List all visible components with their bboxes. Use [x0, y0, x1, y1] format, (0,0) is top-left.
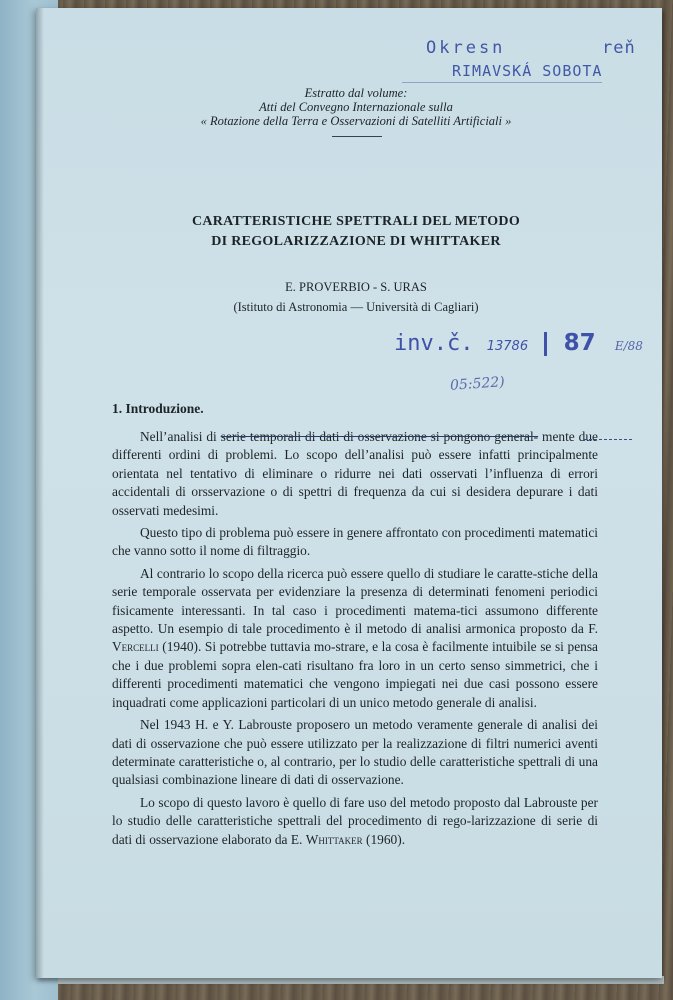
- p3-start: Al contrario lo scopo della ricerca può essere quello di studiare le caratte-stiche della serie temporale osservata per evidenziare la presenza di determinati fenomeni periodici fisicamente interessanti. In tal caso i procedimenti matema-tici assumono differente aspetto. Un esempio di tale procedimento è il metodo di analisi armonica proposto da F.: [112, 565, 598, 637]
- inventory-divider: [544, 332, 547, 356]
- paragraph-3: [112, 565, 598, 712]
- stamp-line-1-end: reň: [602, 38, 636, 58]
- library-stamp: [402, 34, 662, 88]
- extract-header: [146, 86, 566, 128]
- pen-mark: [584, 439, 632, 441]
- inventory-number: 87: [563, 330, 596, 356]
- author-vercelli: Vercelli: [112, 639, 159, 655]
- extract-line-3: « Rotazione della Terra e Osservazioni di Satelliti Artificiali »: [200, 114, 512, 128]
- paper-title: [126, 212, 586, 252]
- stamp-rule: [402, 82, 602, 83]
- extract-line-2: Atti del Convegno Internazionale sulla: [259, 100, 453, 114]
- body-text: [112, 428, 598, 853]
- page-shadow: [36, 8, 44, 978]
- p5-start: Lo scopo di questo lavoro è quello di fare uso del metodo proposto dal Labrouste per lo studio delle caratteristiche spettrali del procedimento di rego-larizzazione di serie di dati di osservazione elaborato da E.: [112, 794, 598, 847]
- p5-rest: (1960).: [362, 831, 406, 847]
- paragraph-5: [112, 794, 598, 849]
- stamp-line-2: RIMAVSKÁ SOBOTA: [452, 62, 603, 80]
- title-line-2: DI REGOLARIZZAZIONE DI WHITTAKER: [211, 234, 501, 249]
- affiliation: (Istituto di Astronomia — Università di Cagliari): [233, 300, 479, 314]
- authors: E. PROVERBIO - S. URAS: [285, 280, 427, 294]
- inventory-stamp: [394, 330, 643, 356]
- inventory-side-note: E/88: [614, 339, 643, 353]
- stamp-line-1: Okresn: [426, 38, 506, 58]
- inventory-prefix: inv.č.: [394, 331, 474, 356]
- paragraph-4: Nel 1943 H. e Y. Labrouste proposero un metodo veramente generale di analisi dei dati di osservazione che può essere utilizzato per la realizzazione di filtri numerici aventi determinate caratteristiche o, al contrario, per lo studio delle caratteristiche spettrali di una qualsiasi combinazione lineare di dati di osservazione.: [112, 717, 598, 788]
- p1-start: Nell’analisi di: [140, 429, 221, 444]
- extract-line-1: Estratto dal volume:: [304, 86, 408, 100]
- paragraph-1: [112, 428, 598, 520]
- document-page: [36, 8, 662, 978]
- section-heading: 1. Introduzione.: [112, 401, 204, 416]
- paragraph-2: Questo tipo di problema può essere in genere affrontato con procedimenti matematici che vanno sotto il nome di filtraggio.: [112, 525, 598, 559]
- title-line-1: CARATTERISTICHE SPETTRALI DEL METODO: [191, 214, 521, 229]
- header-divider: [332, 136, 382, 137]
- shelf-mark-note: 05:522): [449, 374, 506, 394]
- p1-rest: mente due differenti ordini di problemi. Lo scopo dell’analisi può essere infatti principalmente orientata nel tentativo di eliminare o ridurre nei dati osservati l’influenza di errori accidentali di orsservazione o di spettri di frequenza da cui si desidera depurare i dati osservati medesimi.: [112, 429, 598, 518]
- p3-rest: (1940). Si potrebbe tuttavia mo-strare, e la cosa è facilmente intuibile se si pensa che i due problemi sopra elen-cati risultano fra loro in un certo senso simmetrici, che i differenti procedimenti matematici che vengono impiegati nei due casi possono essere inquadrati come applicazioni particolari di un unico metodo generale di analisi.: [112, 639, 598, 710]
- inventory-handwritten-number: 13786: [486, 339, 529, 354]
- struck-text: serie temporali di dati di osservazione si pongono general-: [220, 429, 539, 444]
- author-whittaker: Whittaker: [305, 831, 363, 847]
